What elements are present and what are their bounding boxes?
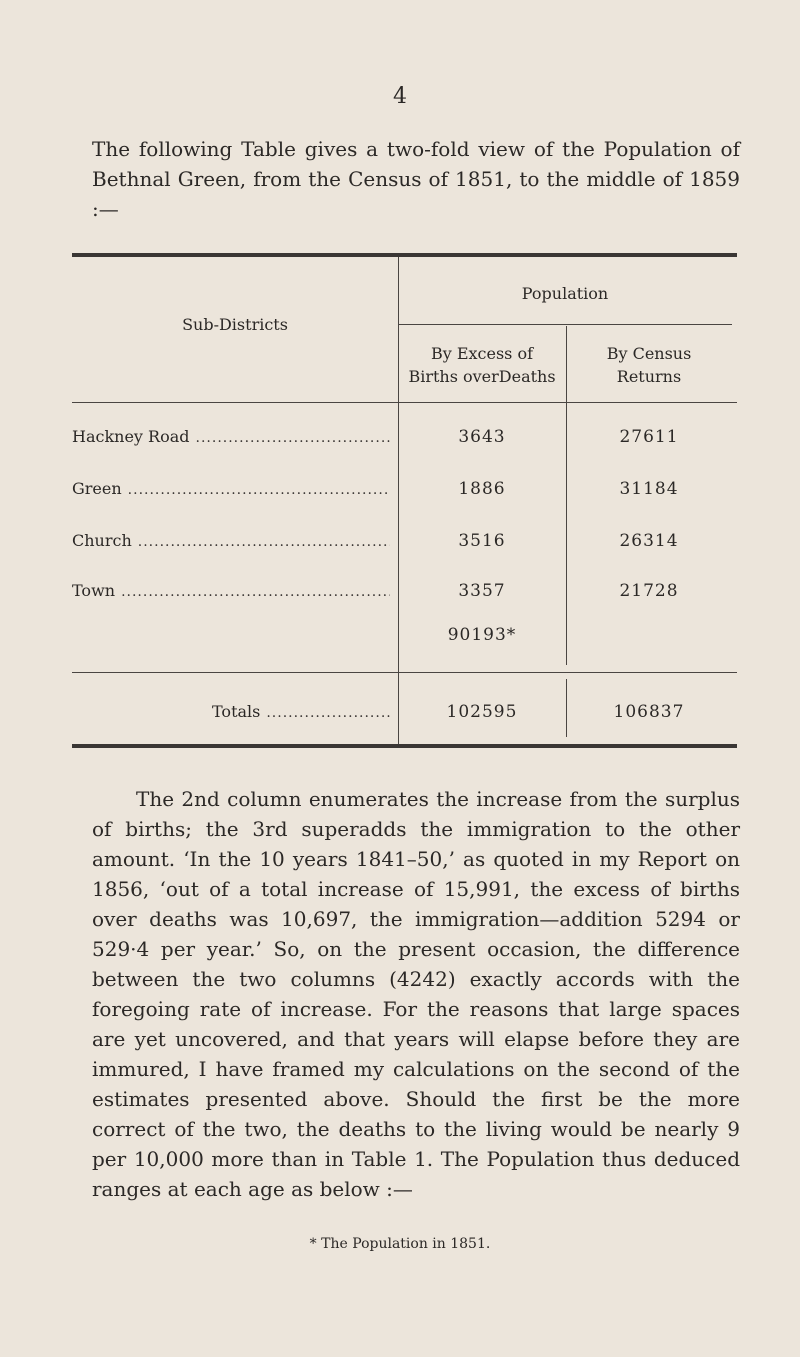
header-by-excess: By Excess of Births overDeaths	[408, 344, 556, 386]
totals-census: 106837	[613, 702, 685, 722]
intro-paragraph: The following Table gives a two-fold view of the Population of Bethnal Green, from the Census of 1851, to the middle of 1859 :—	[92, 137, 740, 221]
cell-excess: 3357	[458, 581, 506, 601]
table-top-rule	[72, 253, 737, 257]
footnote: * The Population in 1851.	[309, 1236, 491, 1252]
cell-census: 21728	[619, 581, 679, 601]
table-row-label: Hackney Road .....	[72, 427, 390, 446]
totals-top-rule	[72, 672, 737, 673]
column-divider-1	[398, 257, 399, 744]
table-bottom-rule	[72, 744, 737, 748]
totals-excess: 102595	[446, 702, 518, 722]
cell-base-population: 90193*	[447, 625, 517, 645]
cell-census: 31184	[619, 479, 679, 499]
cell-excess: 1886	[458, 479, 506, 499]
population-table	[72, 253, 737, 773]
header-population: Population	[521, 284, 609, 303]
header-by-census: By Census Returns	[606, 344, 692, 386]
cell-excess: 3643	[458, 427, 506, 447]
table-row-label: Green .....	[72, 479, 390, 498]
table-row-label: Church .....	[72, 531, 390, 550]
cell-excess: 3516	[458, 531, 506, 551]
cell-census: 27611	[619, 427, 679, 447]
header-bottom-rule	[72, 402, 737, 403]
table-row-label: Town .....	[72, 581, 390, 600]
cell-census: 26314	[619, 531, 679, 551]
totals-label: Totals .....	[212, 702, 390, 721]
page-number: 4	[393, 84, 407, 109]
population-header-rule	[398, 324, 732, 325]
header-sub-districts: Sub-Districts	[182, 315, 288, 334]
body-paragraph: The 2nd column enumerates the increase from the surplus of births; the 3rd superadds the immigration to the other amount. ‘In the 10 years 1841–50,’ as quoted in my Report on 1856, ‘out of a total increase of 15,991, the excess of births over deaths was 10,697, the immigration—addition 5294 or 529·4 per year.’ So, on the present occasion, the difference between the two columns (4242) exactly accords with the foregoing rate of increase. For the reasons that large spaces are yet uncovered, and that years will elapse before they are immured, I have framed my calculations on the second of the estimates presented above. Should the first be the more correct of the two, the deaths to the living would be nearly 9 per 10,000 more than in Table 1. The Population thus deduced ranges at each age as below :—	[92, 787, 740, 1201]
